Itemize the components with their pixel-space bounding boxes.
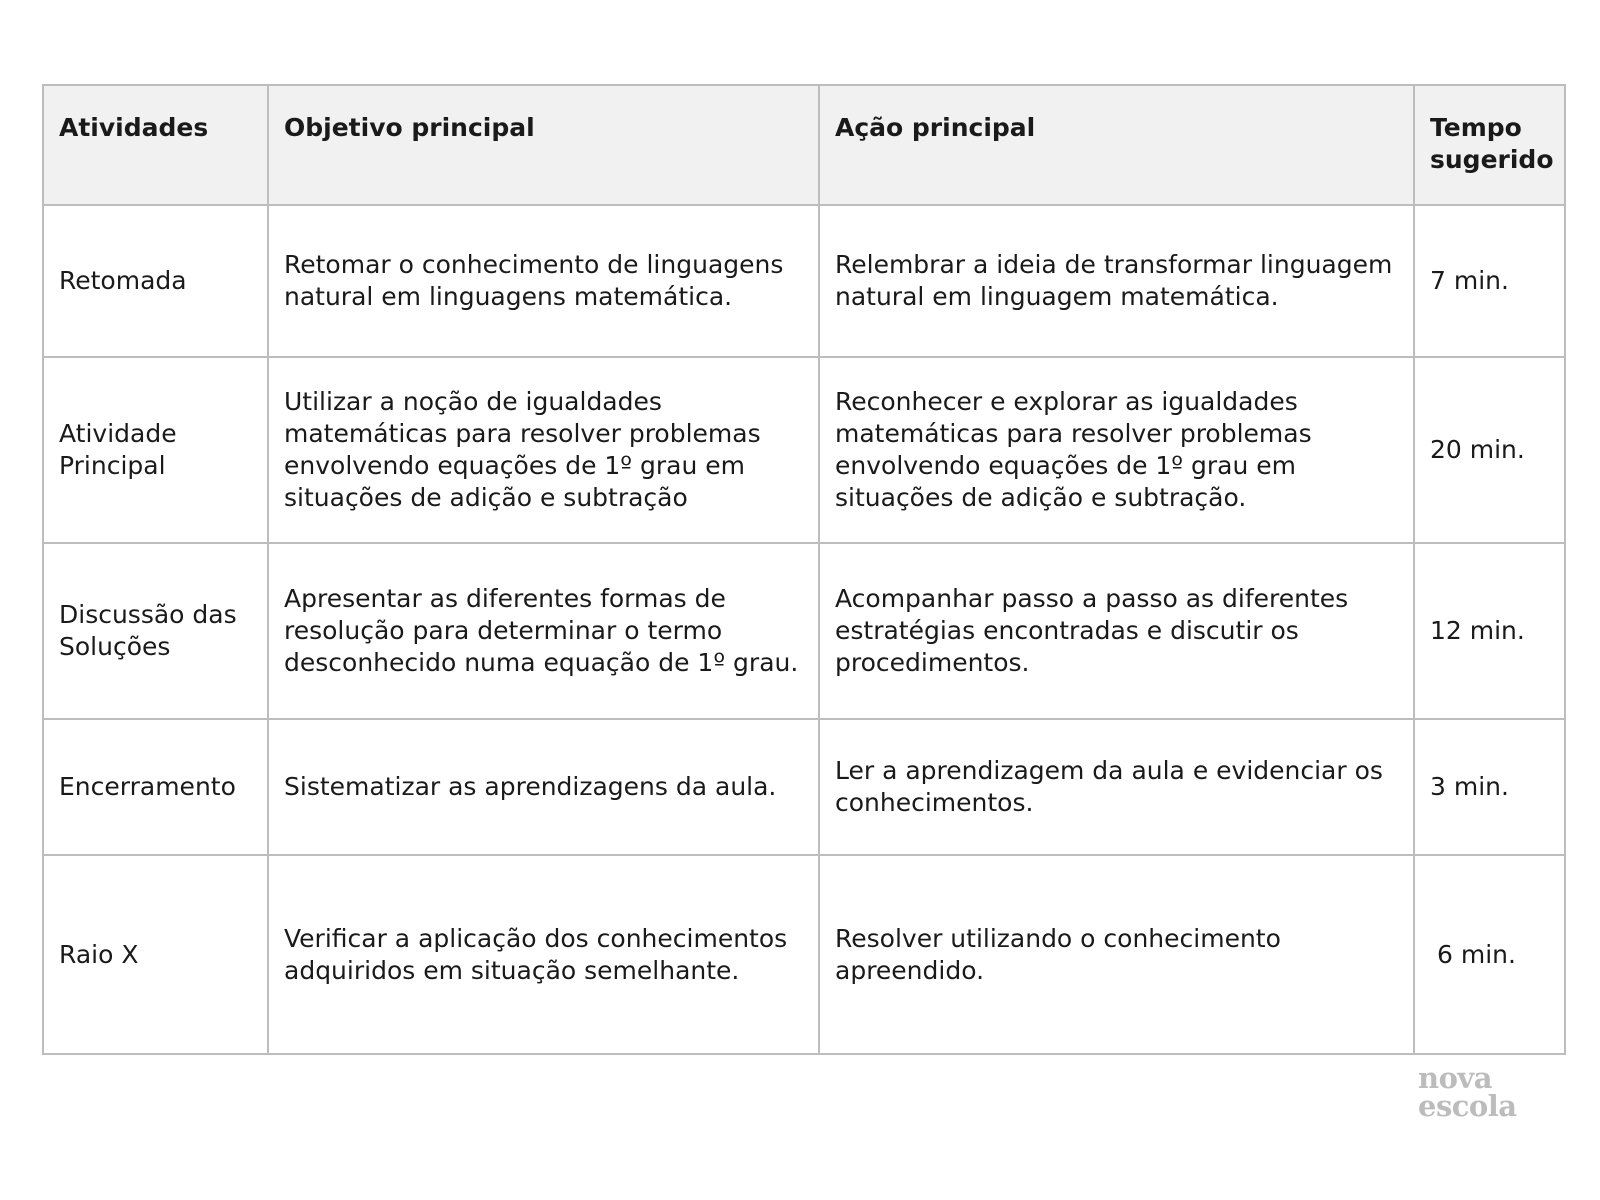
time-cell: 6 min. (1414, 855, 1565, 1054)
table-row (43, 205, 1565, 357)
action-cell: Resolver utilizando o conhecimento apreendido. (819, 855, 1414, 1054)
time-cell: 7 min. (1414, 205, 1565, 357)
action-cell: Ler a aprendizagem da aula e evidenciar os conhecimentos. (819, 719, 1414, 855)
time-cell: 20 min. (1414, 357, 1565, 543)
objective-cell: Apresentar as diferentes formas de resolução para determinar o termo desconhecido numa equação de 1º grau. (268, 543, 819, 719)
header-time: Tempo sugerido (1414, 85, 1565, 205)
header-objective: Objetivo principal (268, 85, 819, 205)
time-cell: 12 min. (1414, 543, 1565, 719)
table-row (43, 357, 1565, 543)
action-cell: Acompanhar passo a passo as diferentes estratégias encontradas e discutir os procedimentos. (819, 543, 1414, 719)
objective-cell: Utilizar a noção de igualdades matemáticas para resolver problemas envolvendo equações de 1º grau em situações de adição e subtração (268, 357, 819, 543)
table-row (43, 855, 1565, 1054)
header-activities: Atividades (43, 85, 268, 205)
objective-cell: Retomar o conhecimento de linguagens natural em linguagens matemática. (268, 205, 819, 357)
activity-cell: Raio X (43, 855, 268, 1054)
action-cell: Relembrar a ideia de transformar linguagem natural em linguagem matemática. (819, 205, 1414, 357)
logo-line-nova: nova (1418, 1061, 1493, 1095)
activity-cell: Discussão das Soluções (43, 543, 268, 719)
nova-escola-logo (1418, 1061, 1517, 1123)
lesson-plan-table (42, 84, 1566, 1055)
table-row (43, 543, 1565, 719)
table-header-row (43, 85, 1565, 205)
activity-cell: Atividade Principal (43, 357, 268, 543)
logo-line-escola: escola (1418, 1089, 1517, 1123)
objective-cell: Sistematizar as aprendizagens da aula. (268, 719, 819, 855)
activity-cell: Encerramento (43, 719, 268, 855)
objective-cell: Verificar a aplicação dos conhecimentos adquiridos em situação semelhante. (268, 855, 819, 1054)
activity-cell: Retomada (43, 205, 268, 357)
action-cell: Reconhecer e explorar as igualdades matemáticas para resolver problemas envolvendo equações de 1º grau em situações de adição e subtração. (819, 357, 1414, 543)
table-row (43, 719, 1565, 855)
header-action: Ação principal (819, 85, 1414, 205)
time-cell: 3 min. (1414, 719, 1565, 855)
